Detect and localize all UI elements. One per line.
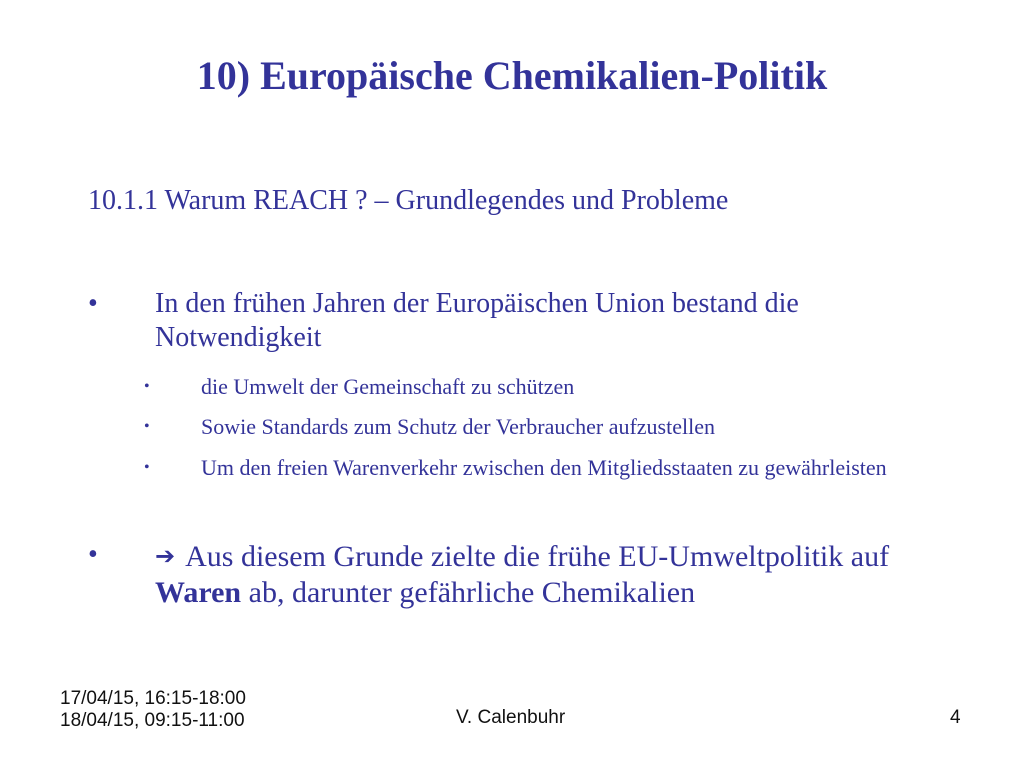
- slide-title: 10) Europäische Chemikalien-Politik: [196, 53, 828, 98]
- sub-bullet-marker: •: [144, 459, 150, 476]
- bullet-text-bold: Waren: [155, 576, 242, 609]
- footer-date: [60, 688, 246, 732]
- bullet-item: [88, 538, 988, 618]
- bullet-text-part1: Aus diesem Grunde zielte die frühe EU-Umweltpolitik auf: [185, 540, 890, 573]
- bullet-text: [155, 538, 965, 611]
- bullet-text-part2: ab, darunter gefährliche Chemikalien: [241, 576, 696, 609]
- sub-bullet-item: [144, 412, 964, 442]
- arrow-right-icon: ➔: [155, 542, 176, 570]
- sub-bullet-item: [144, 453, 964, 517]
- sub-bullet-marker: •: [144, 418, 150, 435]
- sub-bullet-text: die Umwelt der Gemeinschaft zu schützen: [201, 374, 575, 399]
- bullet-text: In den frühen Jahren der Europäischen Union bestand die Notwendigkeit: [155, 288, 799, 353]
- sub-bullet-marker: •: [144, 378, 150, 395]
- bullet-item: [88, 287, 988, 357]
- footer-date-line2: 18/04/15, 09:15-11:00: [60, 710, 245, 731]
- sub-bullet-text: Sowie Standards zum Schutz der Verbraucher aufzustellen: [201, 414, 715, 439]
- slide-subtitle: 10.1.1 Warum REACH ? – Grundlegendes und Probleme: [88, 185, 729, 216]
- bullet-marker: •: [88, 539, 98, 570]
- bullet-marker: •: [88, 288, 98, 319]
- page-number: 4: [950, 707, 961, 728]
- footer-date-line1: 17/04/15, 16:15-18:00: [60, 688, 246, 709]
- footer-author: V. Calenbuhr: [456, 707, 566, 728]
- sub-bullet-text: Um den freien Warenverkehr zwischen den Mitgliedsstaaten zu gewährleisten: [201, 455, 887, 480]
- sub-bullet-item: [144, 372, 964, 402]
